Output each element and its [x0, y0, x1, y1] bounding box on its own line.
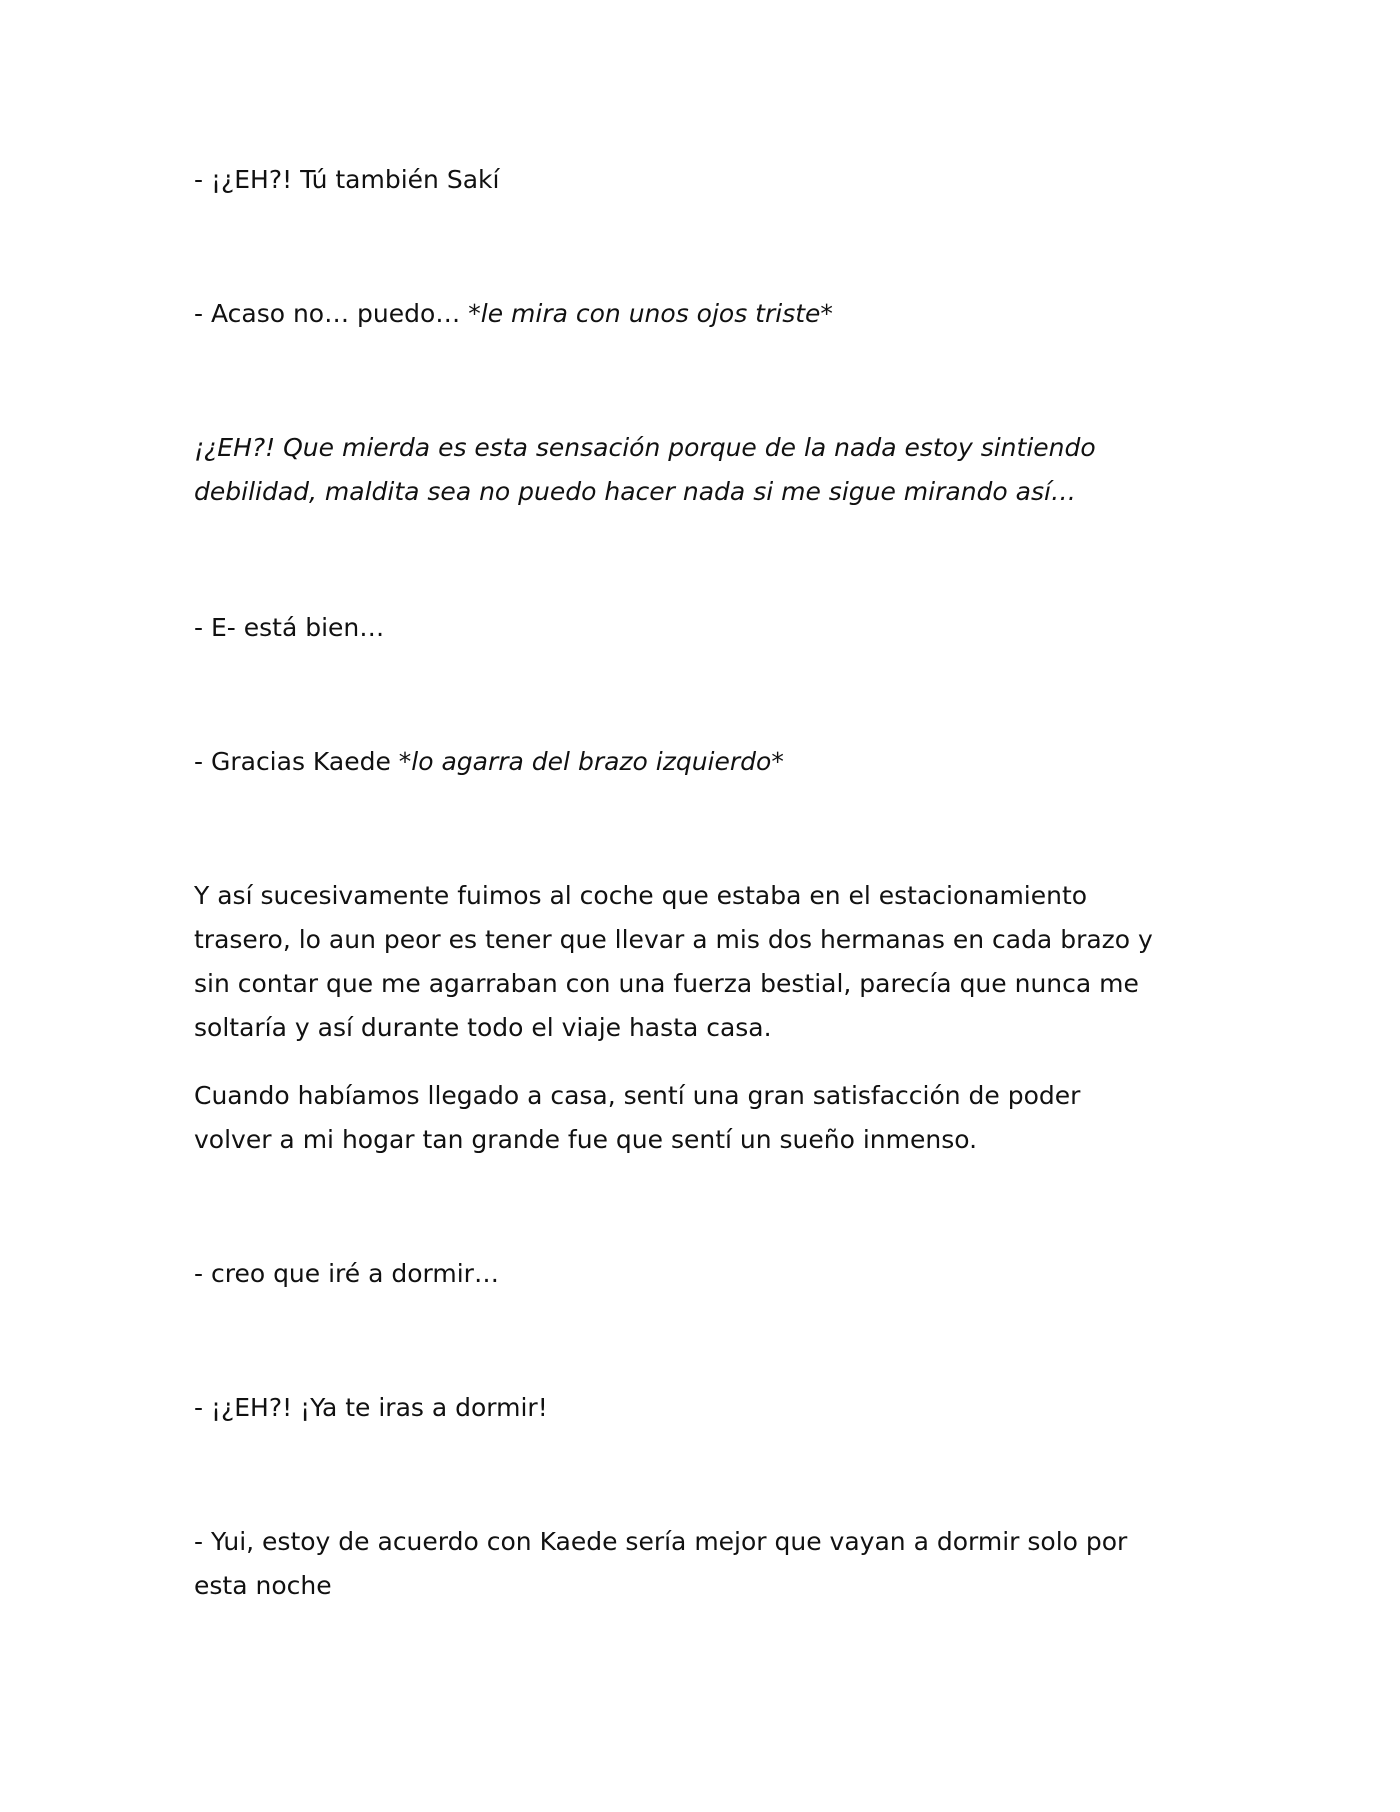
- dialogue-line: [194, 740, 1154, 784]
- dialogue-text: - Acaso no… puedo…: [194, 299, 469, 328]
- dialogue-text: - E- está bien…: [194, 613, 385, 642]
- narration-text: Cuando habíamos llegado a casa, sentí una gran satisfacción de poder volver a mi hogar tan grande fue que sentí un sueño inmenso.: [194, 1081, 1081, 1154]
- dialogue-line: [194, 1520, 1154, 1608]
- dialogue-line: [194, 606, 1154, 650]
- dialogue-line: [194, 292, 1154, 336]
- dialogue-text: - Yui, estoy de acuerdo con Kaede sería mejor que vayan a dormir solo por esta noche: [194, 1527, 1128, 1600]
- narration-paragraph: [194, 1074, 1154, 1162]
- dialogue-text: - creo que iré a dormir…: [194, 1259, 499, 1288]
- dialogue-line: [194, 158, 1154, 202]
- dialogue-line: [194, 1386, 1154, 1430]
- inner-thought-text: ¡¿EH?! Que mierda es esta sensación porque de la nada estoy sintiendo debilidad, maldita sea no puedo hacer nada si me sigue mirando así…: [194, 433, 1096, 506]
- inner-thought: [194, 426, 1154, 514]
- narration-text: Y así sucesivamente fuimos al coche que estaba en el estacionamiento trasero, lo aun peor es tener que llevar a mis dos hermanas en cada brazo y sin contar que me agarraban con una fuerza bestial, parecía que nunca me soltaría y así durante todo el viaje hasta casa.: [194, 881, 1153, 1042]
- dialogue-text: - ¡¿EH?! ¡Ya te iras a dormir!: [194, 1393, 548, 1422]
- action-note: *le mira con unos ojos triste*: [468, 299, 833, 328]
- dialogue-text: - ¡¿EH?! Tú también Sakí: [194, 165, 500, 194]
- dialogue-text: - Gracias Kaede: [194, 747, 399, 776]
- dialogue-line: [194, 1252, 1154, 1296]
- action-note: *lo agarra del brazo izquierdo*: [398, 747, 784, 776]
- narration-paragraph: [194, 874, 1154, 1050]
